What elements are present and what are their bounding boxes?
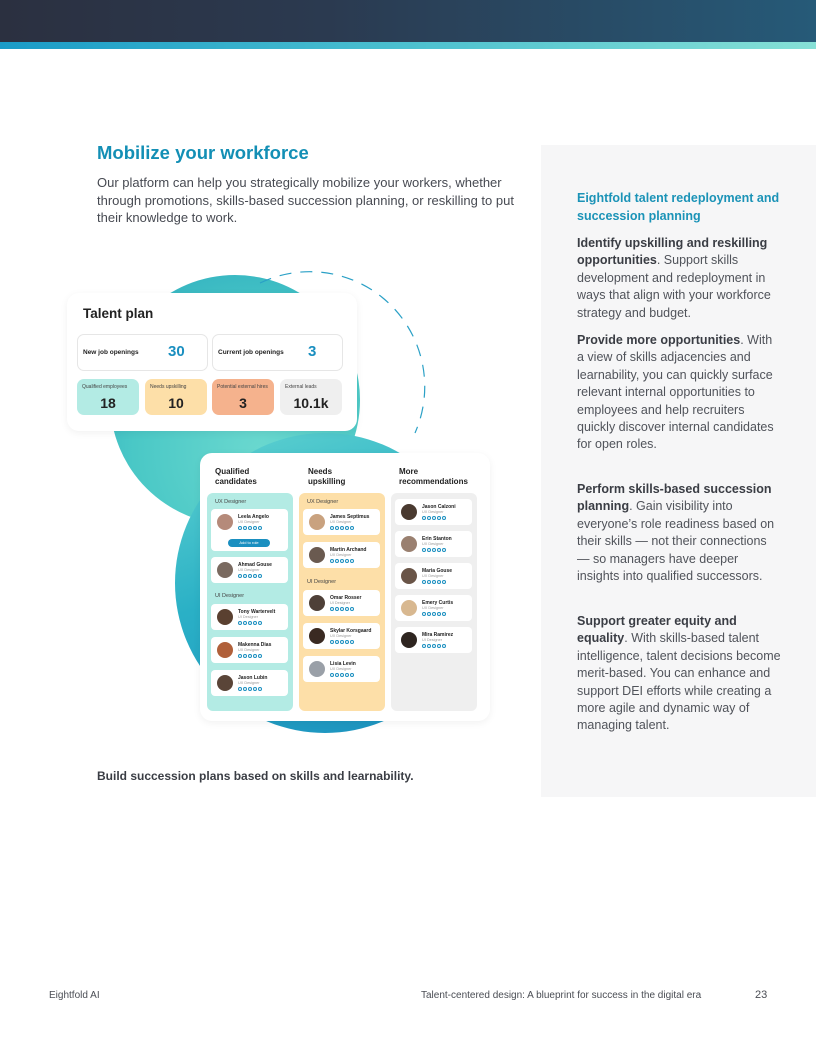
candidate-name: James Septimus [330, 514, 370, 520]
talent-plan-card [67, 293, 357, 431]
avatar [401, 536, 417, 552]
group-label: UX Designer [307, 499, 339, 505]
candidate-role: UX Designer [330, 553, 352, 557]
sidebar-title: Eightfold talent redeployment and succession planning [577, 191, 780, 223]
candidate-name: Leela Angelo [238, 514, 269, 520]
avatar [217, 562, 233, 578]
group-label: UI Designer [307, 579, 337, 585]
footer-company: Eightfold AI [49, 990, 100, 1001]
candidate-name: Lisia Levin [330, 661, 356, 667]
candidate-role: UI Designer [330, 601, 351, 605]
candidate-role: UX Designer [330, 667, 352, 671]
candidate-card[interactable] [395, 627, 472, 653]
candidate-role: UX Designer [238, 568, 260, 572]
tile-value: 18 [100, 395, 116, 411]
column-title: Needs upskilling [308, 467, 346, 486]
stat-value: 3 [308, 343, 317, 360]
candidate-card[interactable] [395, 563, 472, 589]
tile-label: External leads [285, 384, 317, 390]
candidate-name: Skylar Korsgaard [330, 628, 372, 634]
tile-needs-upskilling [145, 379, 207, 415]
candidate-role: UI Designer [422, 638, 443, 642]
rating-dots [422, 548, 446, 552]
new-job-openings-stat [77, 334, 208, 371]
add-to-role-button[interactable]: Add to role [228, 539, 270, 547]
column-title: Qualified candidates [215, 467, 257, 486]
page-title: Mobilize your workforce [97, 142, 309, 163]
candidate-name: Mira Ramirez [422, 632, 454, 638]
avatar [309, 628, 325, 644]
rating-dots [238, 621, 262, 625]
candidate-role: UX Designer [238, 681, 260, 685]
avatar [401, 568, 417, 584]
rating-dots [422, 580, 446, 584]
candidate-card[interactable] [211, 637, 288, 663]
stat-value: 30 [168, 343, 185, 360]
header-accent-stripe [0, 42, 816, 49]
sidebar-paragraph: Support greater equity and equality. With skills-based talent intelligence, talent decisions become merit-based. You can enhance and support DEI efforts while creating a more agile and dynamic way of managing talent. [577, 614, 781, 733]
avatar [309, 661, 325, 677]
tile-value: 3 [239, 395, 247, 411]
talent-plan-title: Talent plan [83, 306, 154, 321]
tile-external-leads [280, 379, 342, 415]
candidate-name: Tony Wartervelt [238, 609, 276, 615]
rating-dots [330, 607, 354, 611]
candidate-name: Jason Lubin [238, 675, 268, 681]
avatar [217, 609, 233, 625]
column-title: More recommendations [399, 467, 468, 486]
candidate-card[interactable] [211, 670, 288, 696]
tile-potential-external-hires [212, 379, 274, 415]
intro-paragraph: Our platform can help you strategically mobilize your workers, whether through promotions, skills-based succession planning, or reskilling to put their knowledge to work. [97, 175, 514, 225]
candidate-card[interactable] [395, 595, 472, 621]
sidebar-panel [541, 145, 816, 797]
rating-dots [422, 516, 446, 520]
candidate-card[interactable] [303, 509, 380, 535]
rating-dots [422, 612, 446, 616]
candidate-name: Makenna Dias [238, 642, 272, 648]
rating-dots [330, 640, 354, 644]
avatar [309, 547, 325, 563]
group-label: UX Designer [215, 499, 247, 505]
sidebar-paragraph: Identify upskilling and reskilling opportunities. Support skills development and redeployment in ways that align with your workforce strategy and budget. [577, 236, 771, 320]
stat-label: New job openings [83, 349, 139, 356]
avatar [401, 632, 417, 648]
tile-label: Potential external hires [217, 384, 268, 390]
candidate-name: Ahmad Gouse [238, 562, 272, 568]
rating-dots [238, 574, 262, 578]
candidate-role: UI Designer [238, 615, 259, 619]
tile-label: Qualified employees [82, 384, 128, 390]
candidate-role: UX Designer [238, 648, 260, 652]
stat-label: Current job openings [218, 349, 284, 356]
rating-dots [330, 559, 354, 563]
rating-dots [330, 673, 354, 677]
sidebar-paragraph: Provide more opportunities. With a view of skills adjacencies and learnability, you can quickly surface relevant internal opportunities to employees and help recruiters quickly discover internal candidates for open roles. [577, 333, 774, 452]
figure-caption: Build succession plans based on skills and learnability. [97, 769, 414, 783]
page-number: 23 [755, 989, 768, 1001]
candidate-card[interactable] [211, 557, 288, 583]
qualified-column [207, 493, 293, 711]
avatar [217, 514, 233, 530]
avatar [217, 642, 233, 658]
tile-value: 10.1k [293, 395, 329, 411]
candidate-role: UX Designer [330, 634, 352, 638]
candidate-card[interactable] [303, 656, 380, 682]
candidate-role: UX Designer [422, 606, 444, 610]
rating-dots [330, 526, 354, 530]
tile-label: Needs upskilling [150, 384, 187, 390]
candidate-role: UX Designer [422, 574, 444, 578]
rating-dots [422, 644, 446, 648]
candidates-card [200, 453, 490, 721]
avatar [309, 514, 325, 530]
rating-dots [238, 526, 262, 530]
candidate-card[interactable] [303, 542, 380, 568]
rating-dots [238, 654, 262, 658]
current-job-openings-stat [212, 334, 343, 371]
candidate-card[interactable] [303, 590, 380, 616]
tile-qualified-employees [77, 379, 139, 415]
tile-value: 10 [168, 395, 184, 411]
header-band [0, 0, 816, 42]
candidate-card[interactable] [395, 531, 472, 557]
candidate-name: Erin Stanton [422, 536, 452, 542]
footer-doc-title: Talent-centered design: A blueprint for success in the digital era [421, 990, 702, 1001]
candidate-name: Omar Rosser [330, 595, 362, 601]
candidate-name: Maria Gouse [422, 568, 453, 574]
candidate-name: Martin Archand [330, 547, 367, 553]
recommendations-column [391, 493, 477, 711]
avatar [401, 504, 417, 520]
sidebar-paragraph: Perform skills-based succession planning. Gain visibility into everyone’s role readiness based on their skills — not their connections — so managers have deeper insights into qualified successors. [577, 482, 775, 584]
candidate-role: UX Designer [238, 520, 260, 524]
group-label: UI Designer [215, 593, 245, 599]
candidate-role: UX Designer [422, 542, 444, 546]
candidate-role: UX Designer [330, 520, 352, 524]
needs-upskilling-column [299, 493, 385, 711]
avatar [217, 675, 233, 691]
candidate-card[interactable] [303, 623, 380, 649]
candidate-card[interactable] [211, 604, 288, 630]
talent-plan-illustration [60, 255, 500, 745]
candidate-card[interactable] [211, 509, 288, 551]
candidate-name: Emery Curtis [422, 600, 454, 606]
avatar [401, 600, 417, 616]
avatar [309, 595, 325, 611]
candidate-name: Jason Calzoni [422, 504, 456, 510]
candidate-card[interactable] [395, 499, 472, 525]
candidate-role: UX Designer [422, 510, 444, 514]
rating-dots [238, 687, 262, 691]
